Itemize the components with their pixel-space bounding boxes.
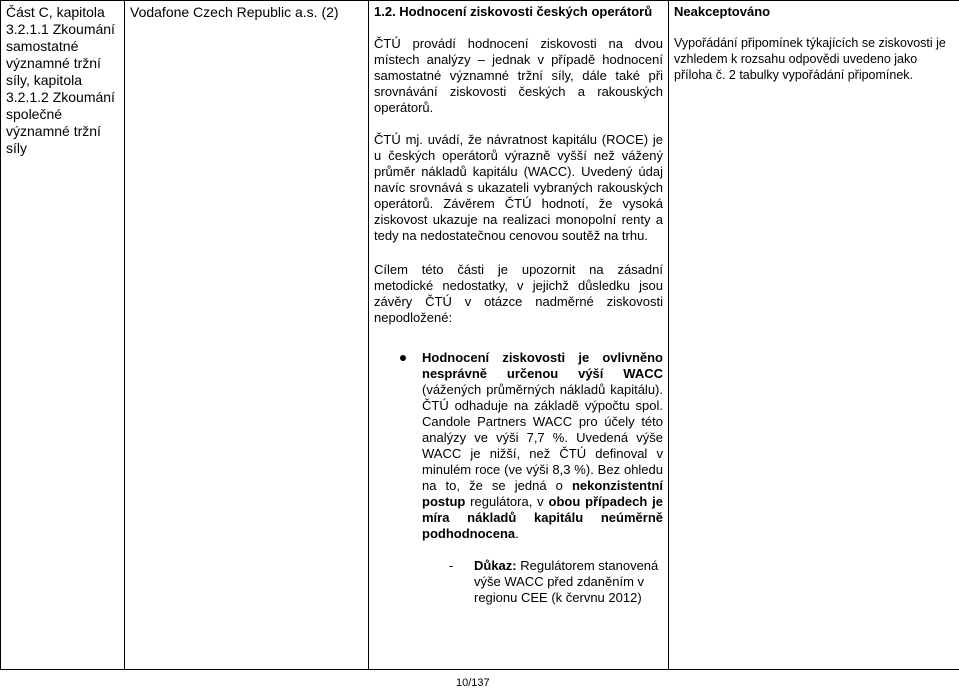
comment-bullet (374, 350, 663, 542)
submitter-cell (125, 1, 369, 670)
page-number: 10/137 (456, 677, 490, 689)
bullet-dot-icon (400, 355, 406, 361)
bullet-bold-2: nekonzistentní postup (422, 478, 663, 509)
dash-icon: - (449, 558, 454, 573)
comment-heading: 1.2. Hodnocení ziskovosti českých operátorů (374, 4, 653, 19)
bullet-bold-3: obou případech je míra nákladů kapitálu neúměrně podhodnocena (422, 494, 663, 541)
bullet-lead: Hodnocení ziskovosti je ovlivněno nesprávně určenou výší WACC (422, 350, 663, 381)
proof-item (374, 558, 663, 606)
section-reference-cell (1, 1, 125, 670)
settlement-cell (669, 1, 959, 670)
comment-cell (369, 1, 669, 670)
bullet-text-1: (vážených průměrných nákladů kapitálu). ČTÚ odhaduje na základě výpočtu spol. Candole Partners WACC pro účely této analýzy ve výši 7,7 %. Uvedená výše WACC je nižší, než ČTÚ definoval v minulém roce (ve výši 8,3 %). Bez ohledu na to, že se jedná o (422, 382, 663, 493)
comment-paragraph-1: ČTÚ provádí hodnocení ziskovosti na dvou místech analýzy – jednak v případě hodnocení samostatné významné tržní síly, dále také při srovnávání ziskovosti českých a rakouských operátorů. (374, 36, 663, 115)
submitter-name: Vodafone Czech Republic a.s. (2) (130, 4, 339, 20)
proof-text: Regulátorem stanovená výše WACC před zdaněním v regionu CEE (k červnu 2012) (474, 558, 659, 605)
settlement-title: Neakceptováno (674, 4, 771, 19)
comment-paragraph-3: Cílem této části je upozornit na zásadní metodické nedostatky, v jejichž důsledku jsou závěry ČTÚ v otázce nadměrné ziskovosti nepodložené: (374, 262, 663, 325)
comment-paragraph-2: ČTÚ mj. uvádí, že návratnost kapitálu (ROCE) je u českých operátorů výrazně vyšší než vážený průměr nákladů kapitálu (WACC). Uvedený údaj navíc srovnává s ukazateli vybraných rakouských operátorů. Závěrem ČTÚ hodnotí, že vysoká ziskovost ukazuje na realizaci monopolní renty a tedy na nedostatečnou cenovou soutěž na trhu. (374, 132, 663, 243)
proof-label: Důkaz: (474, 558, 517, 573)
settlement-text: Vypořádání připomínek týkajících se ziskovosti je vzhledem k rozsahu odpovědi uvedeno jako příloha č. 2 tabulky vypořádání připomínek. (674, 36, 946, 82)
section-reference: Část C, kapitola 3.2.1.1 Zkoumání samostatné významné tržní síly, kapitola 3.2.1.2 Zkoumání společné významné tržní síly (6, 4, 115, 156)
bullet-text-2: regulátora, v (465, 494, 549, 509)
bullet-text-3: . (515, 526, 519, 541)
table-row (1, 1, 959, 670)
